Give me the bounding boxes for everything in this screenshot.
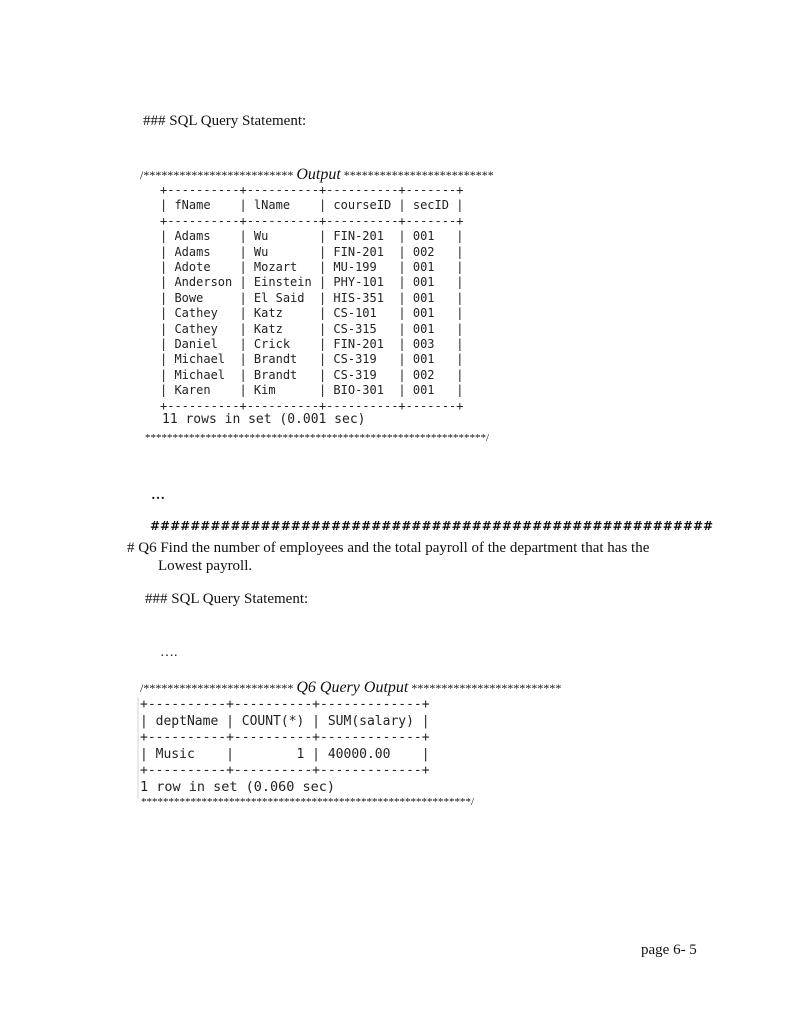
- banner-stars-left: /*************************: [140, 681, 297, 695]
- ellipsis-marker: …: [151, 488, 165, 503]
- page-number: page 6- 5: [641, 942, 697, 958]
- q6-ellipsis: ….: [160, 645, 178, 660]
- banner-stars-right: *************************: [408, 681, 562, 695]
- output-footer-stars-q6: ************************************************************/: [141, 796, 475, 808]
- output-table-prev: +----------+----------+----------+-------+ | fName | lName | courseID | secID | +----------+----------+----------+-------+ | Adams | Wu | FIN-201 | 001 | | Adams | Wu | FIN-201 | 002 | | Adote | Mozart | MU-199 | 001 | | Anderson | Einstein | PHY-101 | 001 | | Bowe | El Said | HIS-351 | 001 | | Cathey | Katz | CS-101 | 001 | | Cathey | Katz | CS-315 | 001 | | Daniel | Crick | FIN-201 | 003 | | Michael | Brandt | CS-319 | 001 | | Michael | Brandt | CS-319 | 002 | | Karen | Kim | BIO-301 | 001 | +----------+----------+----------+-------+: [160, 183, 464, 413]
- row-count-prev: 11 rows in set (0.001 sec): [162, 412, 366, 427]
- sql-statement-heading-prev: ### SQL Query Statement:: [143, 113, 307, 129]
- output-banner-prev: [140, 166, 494, 184]
- q6-question-line2: Lowest payroll.: [158, 558, 253, 574]
- banner-stars-left: /*************************: [140, 168, 297, 182]
- hash-separator: ########################################################: [150, 519, 714, 533]
- q6-question: [127, 539, 687, 575]
- banner-title: Q6 Query Output: [296, 679, 409, 696]
- sql-statement-heading-q6: ### SQL Query Statement:: [145, 591, 309, 607]
- banner-title: Output: [296, 166, 341, 183]
- banner-stars-right: *************************: [340, 168, 494, 182]
- output-footer-stars-prev: **************************************************************/: [145, 432, 490, 444]
- output-table-q6: +----------+----------+-------------+ | deptName | COUNT(*) | SUM(salary) | +----------+----------+-------------+ | Music | 1 | 40000.00 | +----------+----------+-------------+: [140, 697, 430, 779]
- q6-question-line1: # Q6 Find the number of employees and the total payroll of the department that has the: [127, 540, 650, 556]
- output-banner-q6: [140, 679, 561, 697]
- row-count-q6: 1 row in set (0.060 sec): [140, 779, 336, 795]
